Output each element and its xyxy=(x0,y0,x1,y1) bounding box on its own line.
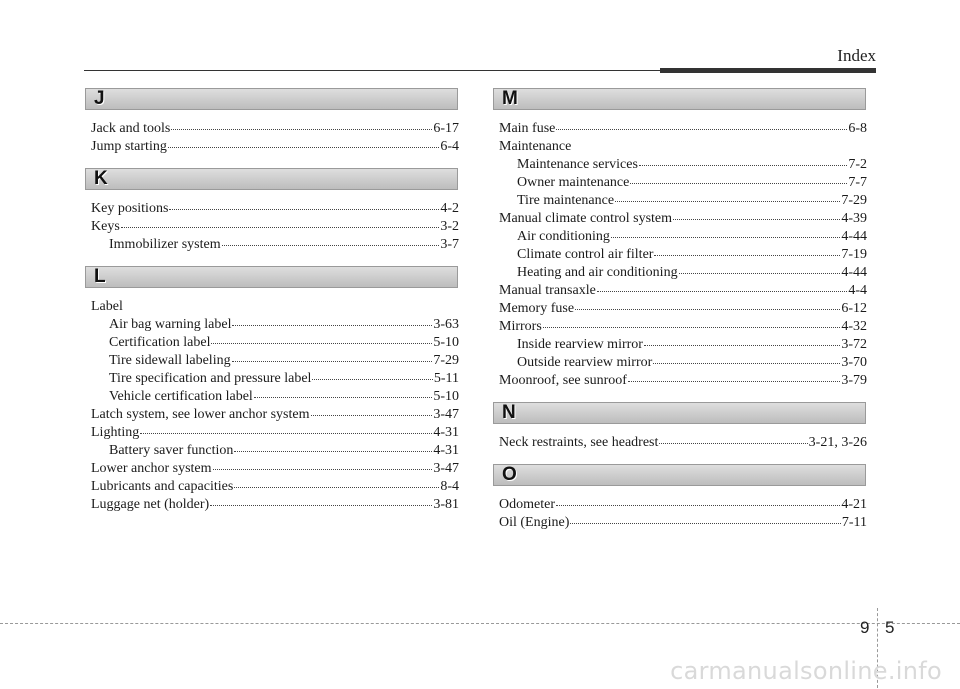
dot-leader xyxy=(630,172,847,184)
entry-page-ref: 3-79 xyxy=(841,373,867,388)
entry-label: Air conditioning xyxy=(517,229,610,244)
entry-label: Manual transaxle xyxy=(499,283,596,298)
dot-leader xyxy=(232,314,432,326)
dot-leader xyxy=(556,494,840,506)
dot-leader xyxy=(628,370,840,382)
index-entry xyxy=(499,434,867,452)
dot-leader xyxy=(659,432,807,444)
entry-page-ref: 7-29 xyxy=(433,353,459,368)
entry-page-ref: 3-21, 3-26 xyxy=(808,435,867,450)
index-subentry xyxy=(91,236,459,254)
dot-leader xyxy=(575,298,840,310)
entry-label: Luggage net (holder) xyxy=(91,497,210,512)
chapter-number: 9 xyxy=(860,618,870,637)
dot-leader xyxy=(654,244,840,256)
dot-leader xyxy=(222,234,440,246)
index-entry xyxy=(91,496,459,514)
header-rule-accent xyxy=(660,68,876,73)
entry-label: Moonroof, see sunroof xyxy=(499,373,627,388)
entry-label: Mirrors xyxy=(499,319,542,334)
entry-label: Tire maintenance xyxy=(517,193,615,208)
section-header xyxy=(85,168,458,190)
dot-leader xyxy=(673,208,840,220)
entry-page-ref: 4-44 xyxy=(841,229,867,244)
section-header xyxy=(493,88,866,110)
dot-leader xyxy=(234,440,432,452)
entry-page-ref: 5-10 xyxy=(433,335,459,350)
entry-page-ref: 6-8 xyxy=(848,121,867,136)
entry-page-ref: 3-7 xyxy=(440,237,459,252)
entry-label: Vehicle certification label xyxy=(109,389,253,404)
dot-leader xyxy=(611,226,840,238)
dot-leader xyxy=(653,352,840,364)
index-entry xyxy=(499,372,867,390)
dot-leader xyxy=(311,404,433,416)
entry-label: Outside rearview mirror xyxy=(517,355,653,370)
entry-label: Certification label xyxy=(109,335,211,350)
entry-label: Lighting xyxy=(91,425,140,440)
dot-leader xyxy=(232,350,433,362)
index-entry xyxy=(91,138,459,156)
section-letter: L xyxy=(94,266,106,287)
dot-leader xyxy=(543,316,841,328)
index-column-left xyxy=(91,88,459,526)
entry-label: Keys xyxy=(91,219,120,234)
entry-label: Neck restraints, see headrest xyxy=(499,435,659,450)
entry-label: Key positions xyxy=(91,201,169,216)
section-letter: M xyxy=(502,88,518,109)
index-entry-list xyxy=(499,110,867,402)
dot-leader xyxy=(615,190,840,202)
entry-page-ref: 3-2 xyxy=(440,219,459,234)
entry-label: Latch system, see lower anchor system xyxy=(91,407,310,422)
entry-page-ref: 3-47 xyxy=(433,407,459,422)
page-number: 5 xyxy=(885,618,895,637)
entry-label: Inside rearview mirror xyxy=(517,337,643,352)
entry-label: Memory fuse xyxy=(499,301,575,316)
dot-leader xyxy=(234,476,439,488)
entry-page-ref: 6-12 xyxy=(841,301,867,316)
entry-page-ref: 6-17 xyxy=(433,121,459,136)
entry-page-ref: 4-31 xyxy=(433,443,459,458)
entry-page-ref: 7-11 xyxy=(841,515,867,530)
entry-label: Main fuse xyxy=(499,121,556,136)
entry-page-ref: 7-2 xyxy=(848,157,867,172)
section-header xyxy=(85,266,458,288)
watermark: carmanualsonline.info xyxy=(670,657,942,685)
dot-leader xyxy=(213,458,433,470)
index-entry-list xyxy=(499,424,867,464)
entry-page-ref: 7-29 xyxy=(841,193,867,208)
section-letter: O xyxy=(502,464,517,485)
entry-page-ref: 3-63 xyxy=(433,317,459,332)
entry-label: Oil (Engine) xyxy=(499,515,570,530)
dot-leader xyxy=(171,118,432,130)
section-letter: J xyxy=(94,88,105,109)
entry-label: Lubricants and capacities xyxy=(91,479,234,494)
entry-page-ref: 4-21 xyxy=(841,497,867,512)
dot-leader xyxy=(556,118,847,130)
footer-crop-line xyxy=(0,623,960,624)
entry-page-ref: 4-32 xyxy=(841,319,867,334)
entry-label: Manual climate control system xyxy=(499,211,673,226)
dot-leader xyxy=(254,386,433,398)
dot-leader xyxy=(168,136,439,148)
index-entry-list xyxy=(91,190,459,266)
entry-label: Battery saver function xyxy=(109,443,234,458)
section-header xyxy=(493,464,866,486)
entry-label: Heating and air conditioning xyxy=(517,265,678,280)
entry-label: Maintenance xyxy=(499,139,572,154)
entry-label: Climate control air filter xyxy=(517,247,654,262)
entry-page-ref: 3-81 xyxy=(433,497,459,512)
index-entry xyxy=(499,120,867,138)
entry-page-ref: 3-72 xyxy=(841,337,867,352)
dot-leader xyxy=(121,216,440,228)
entry-label: Tire specification and pressure label xyxy=(109,371,312,386)
dot-leader xyxy=(679,262,841,274)
entry-page-ref: 4-2 xyxy=(440,201,459,216)
entry-label: Maintenance services xyxy=(517,157,638,172)
index-entry-list xyxy=(91,288,459,526)
entry-page-ref: 7-19 xyxy=(841,247,867,262)
entry-label: Jump starting xyxy=(91,139,167,154)
entry-label: Air bag warning label xyxy=(109,317,232,332)
entry-page-ref: 3-70 xyxy=(841,355,867,370)
entry-page-ref: 4-44 xyxy=(841,265,867,280)
dot-leader xyxy=(140,422,432,434)
entry-page-ref: 4-4 xyxy=(848,283,867,298)
entry-page-ref: 7-7 xyxy=(848,175,867,190)
dot-leader xyxy=(570,512,840,524)
entry-label: Immobilizer system xyxy=(109,237,221,252)
entry-label: Odometer xyxy=(499,497,555,512)
page-title: Index xyxy=(837,46,876,65)
entry-label: Owner maintenance xyxy=(517,175,630,190)
index-column-right xyxy=(499,88,867,544)
entry-page-ref: 4-31 xyxy=(433,425,459,440)
entry-page-ref: 3-47 xyxy=(433,461,459,476)
section-letter: K xyxy=(94,168,108,189)
dot-leader xyxy=(639,154,847,166)
dot-leader xyxy=(211,332,432,344)
dot-leader xyxy=(644,334,840,346)
entry-page-ref: 5-10 xyxy=(433,389,459,404)
entry-page-ref: 6-4 xyxy=(440,139,459,154)
entry-page-ref: 5-11 xyxy=(433,371,459,386)
section-header xyxy=(85,88,458,110)
entry-label: Label xyxy=(91,299,123,314)
dot-leader xyxy=(169,198,439,210)
dot-leader xyxy=(210,494,432,506)
dot-leader xyxy=(597,280,848,292)
entry-label: Tire sidewall labeling xyxy=(109,353,231,368)
entry-page-ref: 8-4 xyxy=(440,479,459,494)
dot-leader xyxy=(312,368,432,380)
index-entry-list xyxy=(499,486,867,544)
index-entry-list xyxy=(91,110,459,168)
index-entry xyxy=(499,514,867,532)
entry-label: Jack and tools xyxy=(91,121,171,136)
entry-label: Lower anchor system xyxy=(91,461,212,476)
entry-page-ref: 4-39 xyxy=(841,211,867,226)
section-header xyxy=(493,402,866,424)
section-letter: N xyxy=(502,402,516,423)
